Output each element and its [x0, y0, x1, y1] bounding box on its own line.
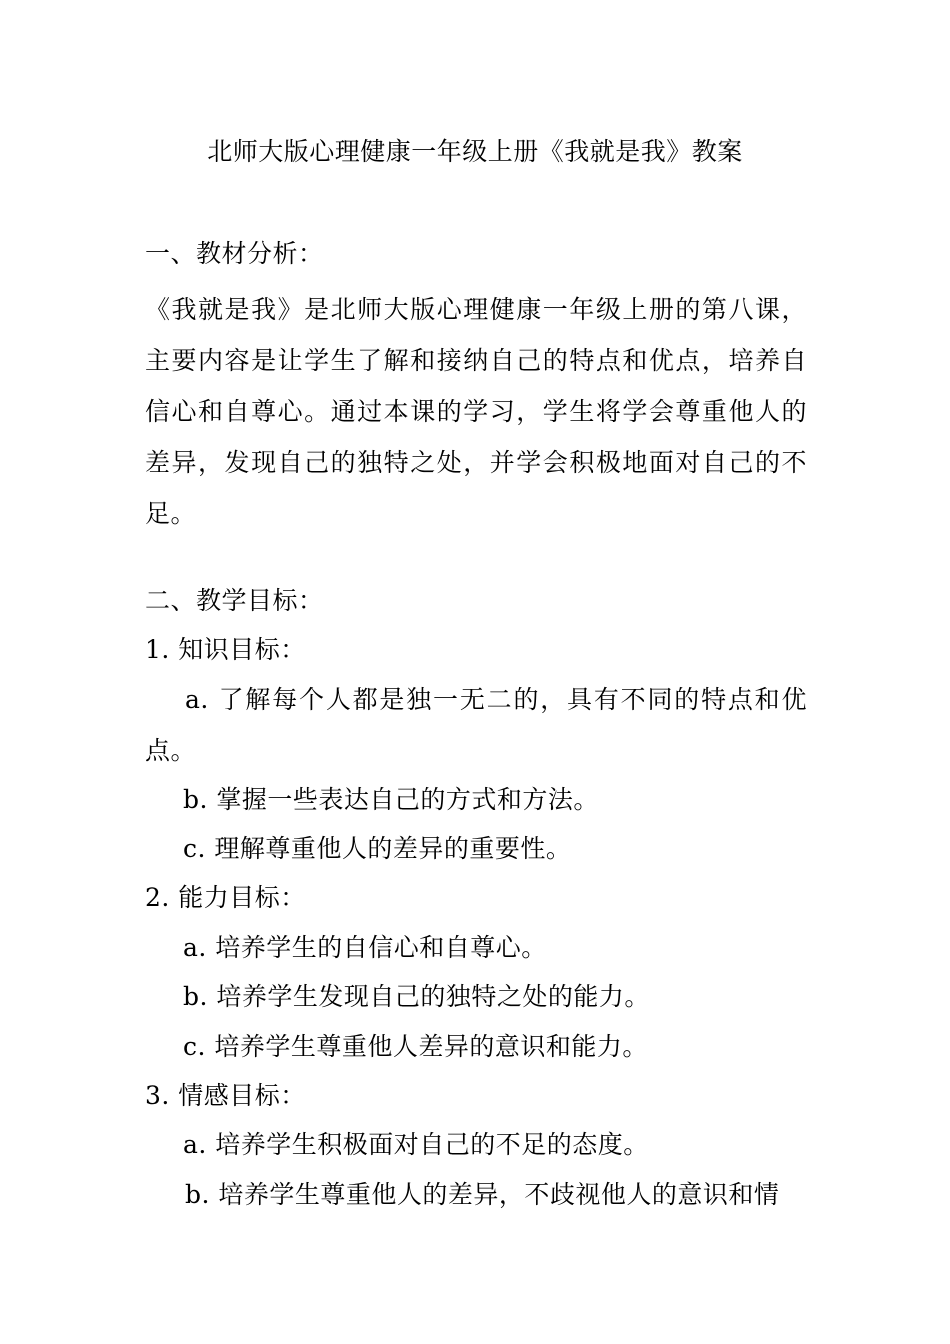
- section-paragraph-textbook-analysis: 《我就是我》是北师大版心理健康一年级上册的第八课，主要内容是让学生了解和接纳自己的特点和优点，培养自信心和自尊心。通过本课的学习，学生将学会尊重他人的差异，发现自己的独特之处，并学会积极地面对自己的不足。: [145, 295, 807, 528]
- goal-item: a. 培养学生的自信心和自尊心。: [183, 933, 547, 962]
- document-title: 北师大版心理健康一年级上册《我就是我》教案: [207, 137, 743, 166]
- goal-item: c. 培养学生尊重他人差异的意识和能力。: [183, 1032, 648, 1061]
- goal-item: b. 培养学生尊重他人的差异，不歧视他人的意识和情: [185, 1180, 780, 1209]
- goal-label-knowledge: 1. 知识目标：: [145, 635, 306, 664]
- section-heading-textbook-analysis: 一、教材分析：: [145, 239, 324, 268]
- goal-item: a. 了解每个人都是独一无二的，具有不同的特点和优点。: [145, 685, 807, 765]
- goal-label-emotion: 3. 情感目标：: [145, 1081, 306, 1110]
- section-heading-teaching-goals: 二、教学目标：: [145, 586, 324, 615]
- goal-item: a. 培养学生积极面对自己的不足的态度。: [183, 1130, 649, 1159]
- goal-label-ability: 2. 能力目标：: [145, 883, 306, 912]
- goal-item: c. 理解尊重他人的差异的重要性。: [183, 834, 572, 863]
- goal-item: b. 掌握一些表达自己的方式和方法。: [183, 785, 599, 814]
- goal-item: b. 培养学生发现自己的独特之处的能力。: [183, 982, 650, 1011]
